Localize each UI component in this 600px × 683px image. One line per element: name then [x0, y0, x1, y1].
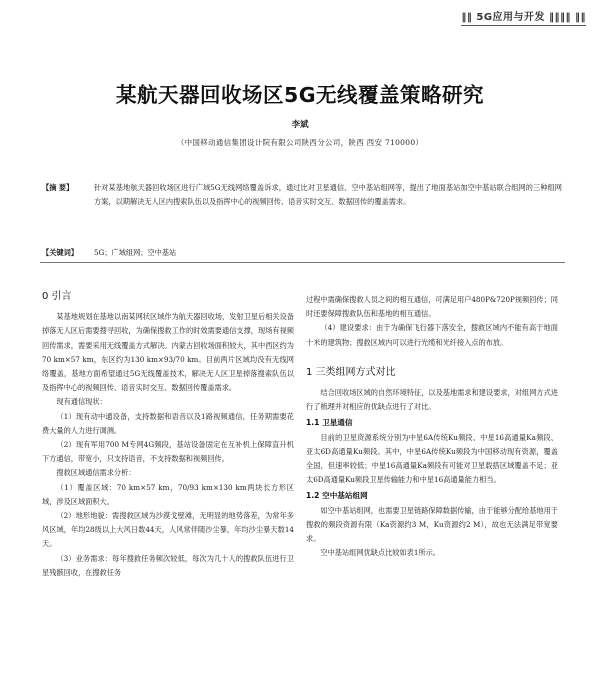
paragraph: 结合回收场区域的自然环境特征，以及基地需求和建设要求，对组网方式进行了梳理并对相应的优缺点进行了对比。	[306, 388, 558, 412]
paragraph: 空中基站组网优缺点比较如表1所示。	[320, 548, 440, 558]
paragraph: （4）建设要求：由于为确保飞行器下落安全，搜救区域内不能有高于地面十米的建筑物；搜救区域内可以进行光缆和光纤接入点的布放。	[306, 323, 558, 347]
paragraph: （3）业务需求：每年搜救任务频次较低，每次为几十人的搜救队伍进行卫星残骸回收，在搜救任务	[42, 553, 294, 577]
abstract-text: 针对某基地航天器回收场区进行广域5G无线网络覆盖诉求，通过比对卫星通信、空中基站组网等，提出了地面基站加空中基站联合组网的三种组网方案，以期解决无人区内搜索队伍以及指挥中心的视频回传、语音实时交互、数据回传的覆盖需求。	[94, 183, 562, 206]
paragraph: 搜救区域通信需求分析：	[56, 468, 136, 478]
abstract-divider	[40, 262, 565, 263]
paragraph: （2）地形地貌：需搜救区域为沙漠戈壁滩，无明显的地势落差，为常年多风区域，年均28级以上大风日数44天，人风常伴随沙尘暴，年均沙尘暴天数14天。	[42, 511, 294, 549]
paragraph: （2）现有军用700 M专网4G频段，基站设备固定在互补机上保障直升机下方通信，带宽小，只支持语音，不支持数据和视频回传。	[42, 440, 294, 464]
paragraph: 目前的卫星资源系统分别为中星6A传统Ku频段、中星16高通量Ka频段、亚太6D高通量Ku频段。其中，中星6A传统Ku频段为中国移动现有资源，覆盖全国，但速率较低；中星16高通量Ka频段有可能对卫星载搭区域覆盖不足；亚太6D高通量Ku频段卫星传输能力和中星16高通量能力相当。	[306, 432, 558, 485]
section-1-1-heading: 1.1 卫星通信	[306, 418, 353, 428]
paragraph: （1）覆盖区域：70 km×57 km，70/93 km×130 km两块长方形区域，涉及区域面积大。	[42, 482, 294, 506]
section-1-heading: 1 三类组网方式对比	[306, 366, 396, 378]
paragraph: 如空中基站组网，也需要卫星链路保障数据传输，由于能够分配给基地用于搜救的频段资源有限（Ka资源约3 M，Ku资源约2 M），故也无法满足带宽要求。	[306, 505, 558, 544]
paragraph: （1）现有动中通设备，支持数据和语音以及1路视频通信，任务期需要花费大量的人力进行调测。	[42, 411, 294, 435]
keywords-text: 5G；广域组网；空中基站	[94, 248, 177, 257]
section-0-heading: 0 引言	[42, 291, 72, 302]
abstract-tag: 【摘 要】	[42, 183, 74, 192]
running-head: ‖‖ 5G应用与开发 ‖‖‖‖ ‖‖	[461, 8, 586, 26]
paper-title: 某航天器回收场区5G无线覆盖策略研究	[115, 83, 485, 107]
keywords-tag: 【关键词】	[42, 248, 78, 257]
paper-affiliation: （中国移动通信集团设计院有限公司陕西分公司，陕西 西安 710000）	[176, 138, 424, 147]
paragraph: 某基地规划在基地以南某网状区域作为航天器回收场，发射卫星后相关设备掉落无人区后需要搜寻回收，为确保搜救工作的时效需要通信支撑，现场有视频回传需求，需要采用无线覆盖方式解决。内蒙古回收场面积较大，其中西区约为70 km×57 km，东区约为130 km×93/70 km。目前两片区域均没有无线网络覆盖，基地方面希望通过5G无线覆盖技术，解决无人区卫星掉落搜索队伍以及指挥中心的视频回传、语音实时交互、数据回传覆盖需求。	[42, 312, 294, 393]
paragraph: 现有通信现状：	[56, 397, 107, 407]
keywords-block	[42, 246, 562, 260]
abstract-block	[42, 181, 562, 209]
section-1-2-heading: 1.2 空中基站组网	[306, 491, 368, 501]
right-column	[306, 293, 558, 560]
paragraph: 过程中需确保搜救人员之间的相互通信，可满足用户480P&720P视频回传；同时还要保障搜救队伍和基地的相互通信。	[306, 295, 558, 319]
paper-author: 李斌	[291, 120, 309, 130]
left-column	[42, 290, 294, 580]
